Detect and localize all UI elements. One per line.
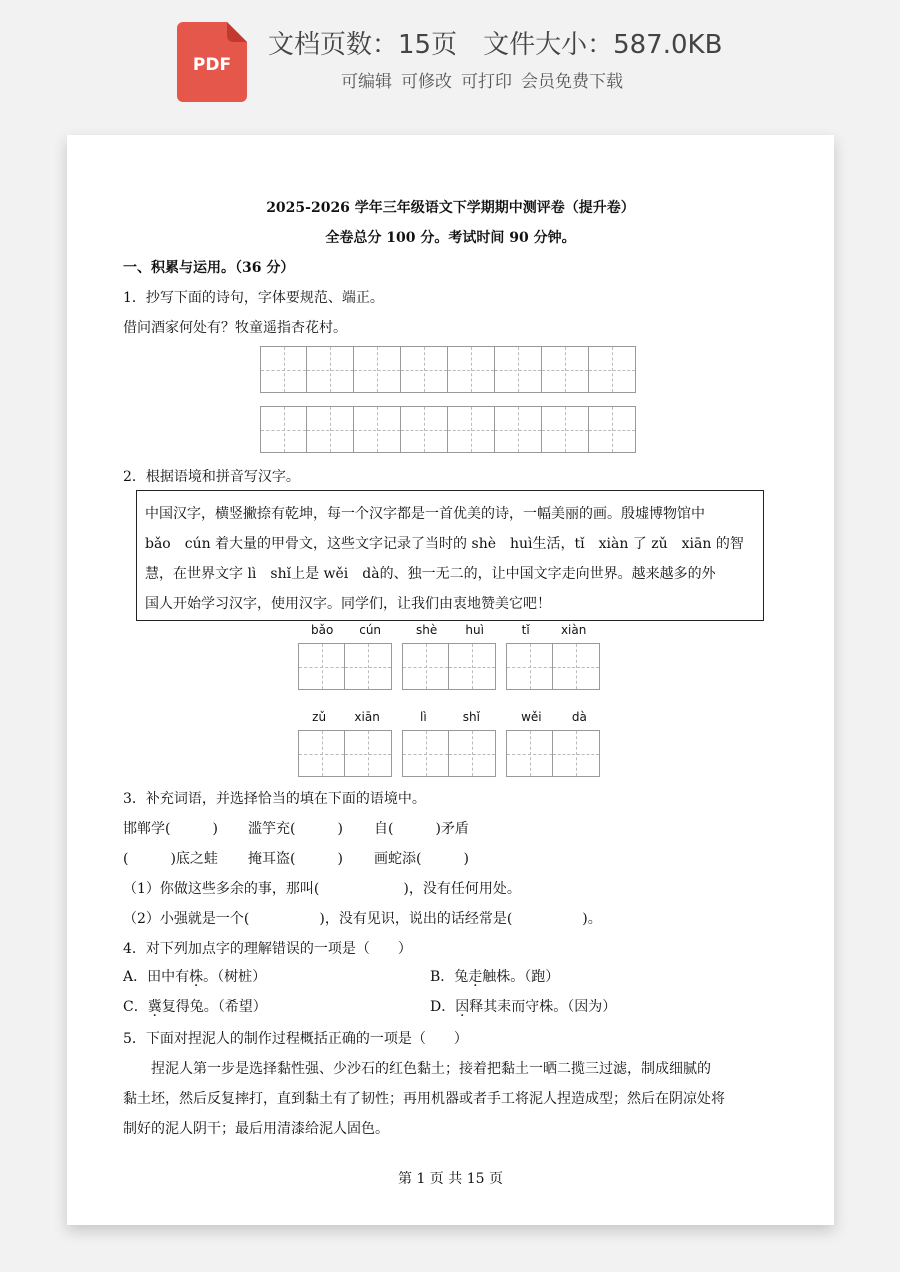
paragraph-line: 黏土坯，然后反复摔打，直到黏土有了韧性；再用机器或者手工将泥人捏造成型；然后在阴凉处将 [123, 1091, 725, 1107]
question-4: 4．对下列加点字的理解错误的一项是（ ） [123, 941, 412, 957]
feature-modifiable: 可修改 [401, 72, 452, 92]
grid-cell [354, 346, 401, 393]
pinyin-label: lì [420, 710, 427, 724]
idiom-blank: 画蛇添( ) [374, 851, 469, 867]
pinyin-answer-group [298, 710, 392, 777]
answer-cell[interactable] [449, 730, 496, 777]
doc-info [268, 24, 748, 61]
pinyin-label: shǐ [462, 710, 480, 724]
answer-cell[interactable] [345, 643, 392, 690]
pinyin-label: tǐ [521, 623, 530, 637]
passage-box [136, 490, 764, 621]
idiom-blank: 掩耳盗( ) [248, 851, 343, 867]
passage-line: 中国汉字，横竖撇捺有乾坤，每一个汉字都是一首优美的诗，一幅美丽的画。殷墟博物馆中 [145, 506, 705, 522]
paragraph-line: 制好的泥人阴干；最后用清漆给泥人固色。 [123, 1121, 389, 1137]
answer-cell[interactable] [402, 730, 449, 777]
context-sentence-2: （2）小强就是一个( )，没有见识，说出的话经常是( )。 [123, 911, 602, 927]
writing-grid-row-2 [260, 406, 636, 453]
pinyin-answer-group [402, 623, 496, 690]
pinyin-answer-group [298, 623, 392, 690]
feature-member-download: 会员免费下载 [521, 72, 623, 92]
pdf-label: PDF [192, 55, 232, 75]
question-1: 1．抄写下面的诗句，字体要规范、端正。 [123, 290, 384, 306]
option-a[interactable]: A．田中有株。（树桩） [123, 969, 267, 985]
grid-cell [495, 346, 542, 393]
answer-cell[interactable] [298, 730, 345, 777]
question-5: 5．下面对捏泥人的制作过程概括正确的一项是（ ） [123, 1031, 468, 1047]
answer-cell[interactable] [553, 730, 600, 777]
pinyin-label: bǎo [310, 623, 334, 637]
exam-title: 2025-2026 学年三年级语文下学期期中测评卷（提升卷） [266, 200, 635, 216]
passage-line: bǎo cún 着大量的甲骨文，这些文字记录了当时的 shè huì生活，tǐ xiàn 了 zǔ xiān 的智 [145, 536, 744, 552]
pinyin-answer-group [506, 710, 600, 777]
context-sentence-1: （1）你做这些多余的事，那叫( )，没有任何用处。 [123, 881, 521, 897]
writing-grid-row-1 [260, 346, 636, 393]
page-footer: 第 1 页 共 15 页 [398, 1171, 503, 1187]
answer-cell[interactable] [506, 730, 553, 777]
file-size: 文件大小：587.0KB [483, 30, 723, 60]
grid-cell [307, 406, 354, 453]
answer-cell[interactable] [553, 643, 600, 690]
option-b[interactable]: B．兔走触株。（跑） [430, 969, 560, 985]
pdf-file-icon [177, 22, 247, 102]
document-page [67, 135, 834, 1225]
option-d[interactable]: D．因释其耒而守株。（因为） [430, 999, 617, 1015]
question-3: 3．补充词语，并选择恰当的填在下面的语境中。 [123, 791, 426, 807]
idiom-blank: ( )底之蛙 [123, 851, 218, 867]
feature-printable: 可打印 [461, 72, 512, 92]
feature-list [341, 67, 632, 92]
passage-line: 国人开始学习汉字，使用汉字。同学们，让我们由衷地赞美它吧！ [145, 596, 551, 612]
poem-line: 借问酒家何处有？牧童遥指杏花村。 [123, 320, 347, 336]
answer-cell[interactable] [298, 643, 345, 690]
option-c[interactable]: C．冀复得兔。（希望） [123, 999, 267, 1015]
pinyin-label: xiān [354, 710, 380, 724]
grid-cell [589, 346, 636, 393]
grid-cell [401, 406, 448, 453]
grid-cell [260, 406, 307, 453]
page-count: 文档页数：15页 [268, 30, 458, 60]
pinyin-label: zǔ [312, 710, 327, 724]
paragraph-line: 捏泥人第一步是选择黏性强、少沙石的红色黏土；接着把黏土一晒二揽三过滤，制成细腻的 [123, 1061, 711, 1077]
grid-cell [260, 346, 307, 393]
idiom-blank: 邯郸学( ) [123, 821, 218, 837]
idiom-blank: 滥竽充( ) [248, 821, 343, 837]
question-2: 2．根据语境和拼音写汉字。 [123, 469, 300, 485]
pinyin-label: xiàn [560, 623, 587, 637]
grid-cell [401, 346, 448, 393]
passage-line: 慧，在世界文字 lì shǐ上是 wěi dà的、独一无二的，让中国文字走向世界。越来越多的外 [145, 566, 716, 582]
grid-cell [495, 406, 542, 453]
dotted-char: 冀 [147, 999, 162, 1015]
grid-cell [589, 406, 636, 453]
answer-cell[interactable] [506, 643, 553, 690]
pinyin-label: dà [571, 710, 587, 724]
grid-cell [307, 346, 354, 393]
answer-cell[interactable] [402, 643, 449, 690]
grid-cell [354, 406, 401, 453]
grid-cell [542, 346, 589, 393]
feature-editable: 可编辑 [341, 72, 392, 92]
pinyin-answer-group [402, 710, 496, 777]
answer-cell[interactable] [345, 730, 392, 777]
grid-cell [448, 346, 495, 393]
answer-cell[interactable] [449, 643, 496, 690]
dotted-char: 因 [455, 999, 470, 1015]
section-heading: 一、积累与运用。（36 分） [123, 260, 295, 276]
idiom-blank: 自( )矛盾 [374, 821, 469, 837]
grid-cell [542, 406, 589, 453]
dotted-char: 株 [189, 969, 204, 985]
pinyin-label: wěi [521, 710, 542, 724]
pinyin-answer-group [506, 623, 600, 690]
pinyin-label: huì [465, 623, 484, 637]
exam-subtitle: 全卷总分 100 分。考试时间 90 分钟。 [325, 230, 576, 246]
pinyin-label: cún [359, 623, 382, 637]
dotted-char: 走 [468, 969, 483, 985]
pinyin-label: shè [416, 623, 438, 637]
grid-cell [448, 406, 495, 453]
